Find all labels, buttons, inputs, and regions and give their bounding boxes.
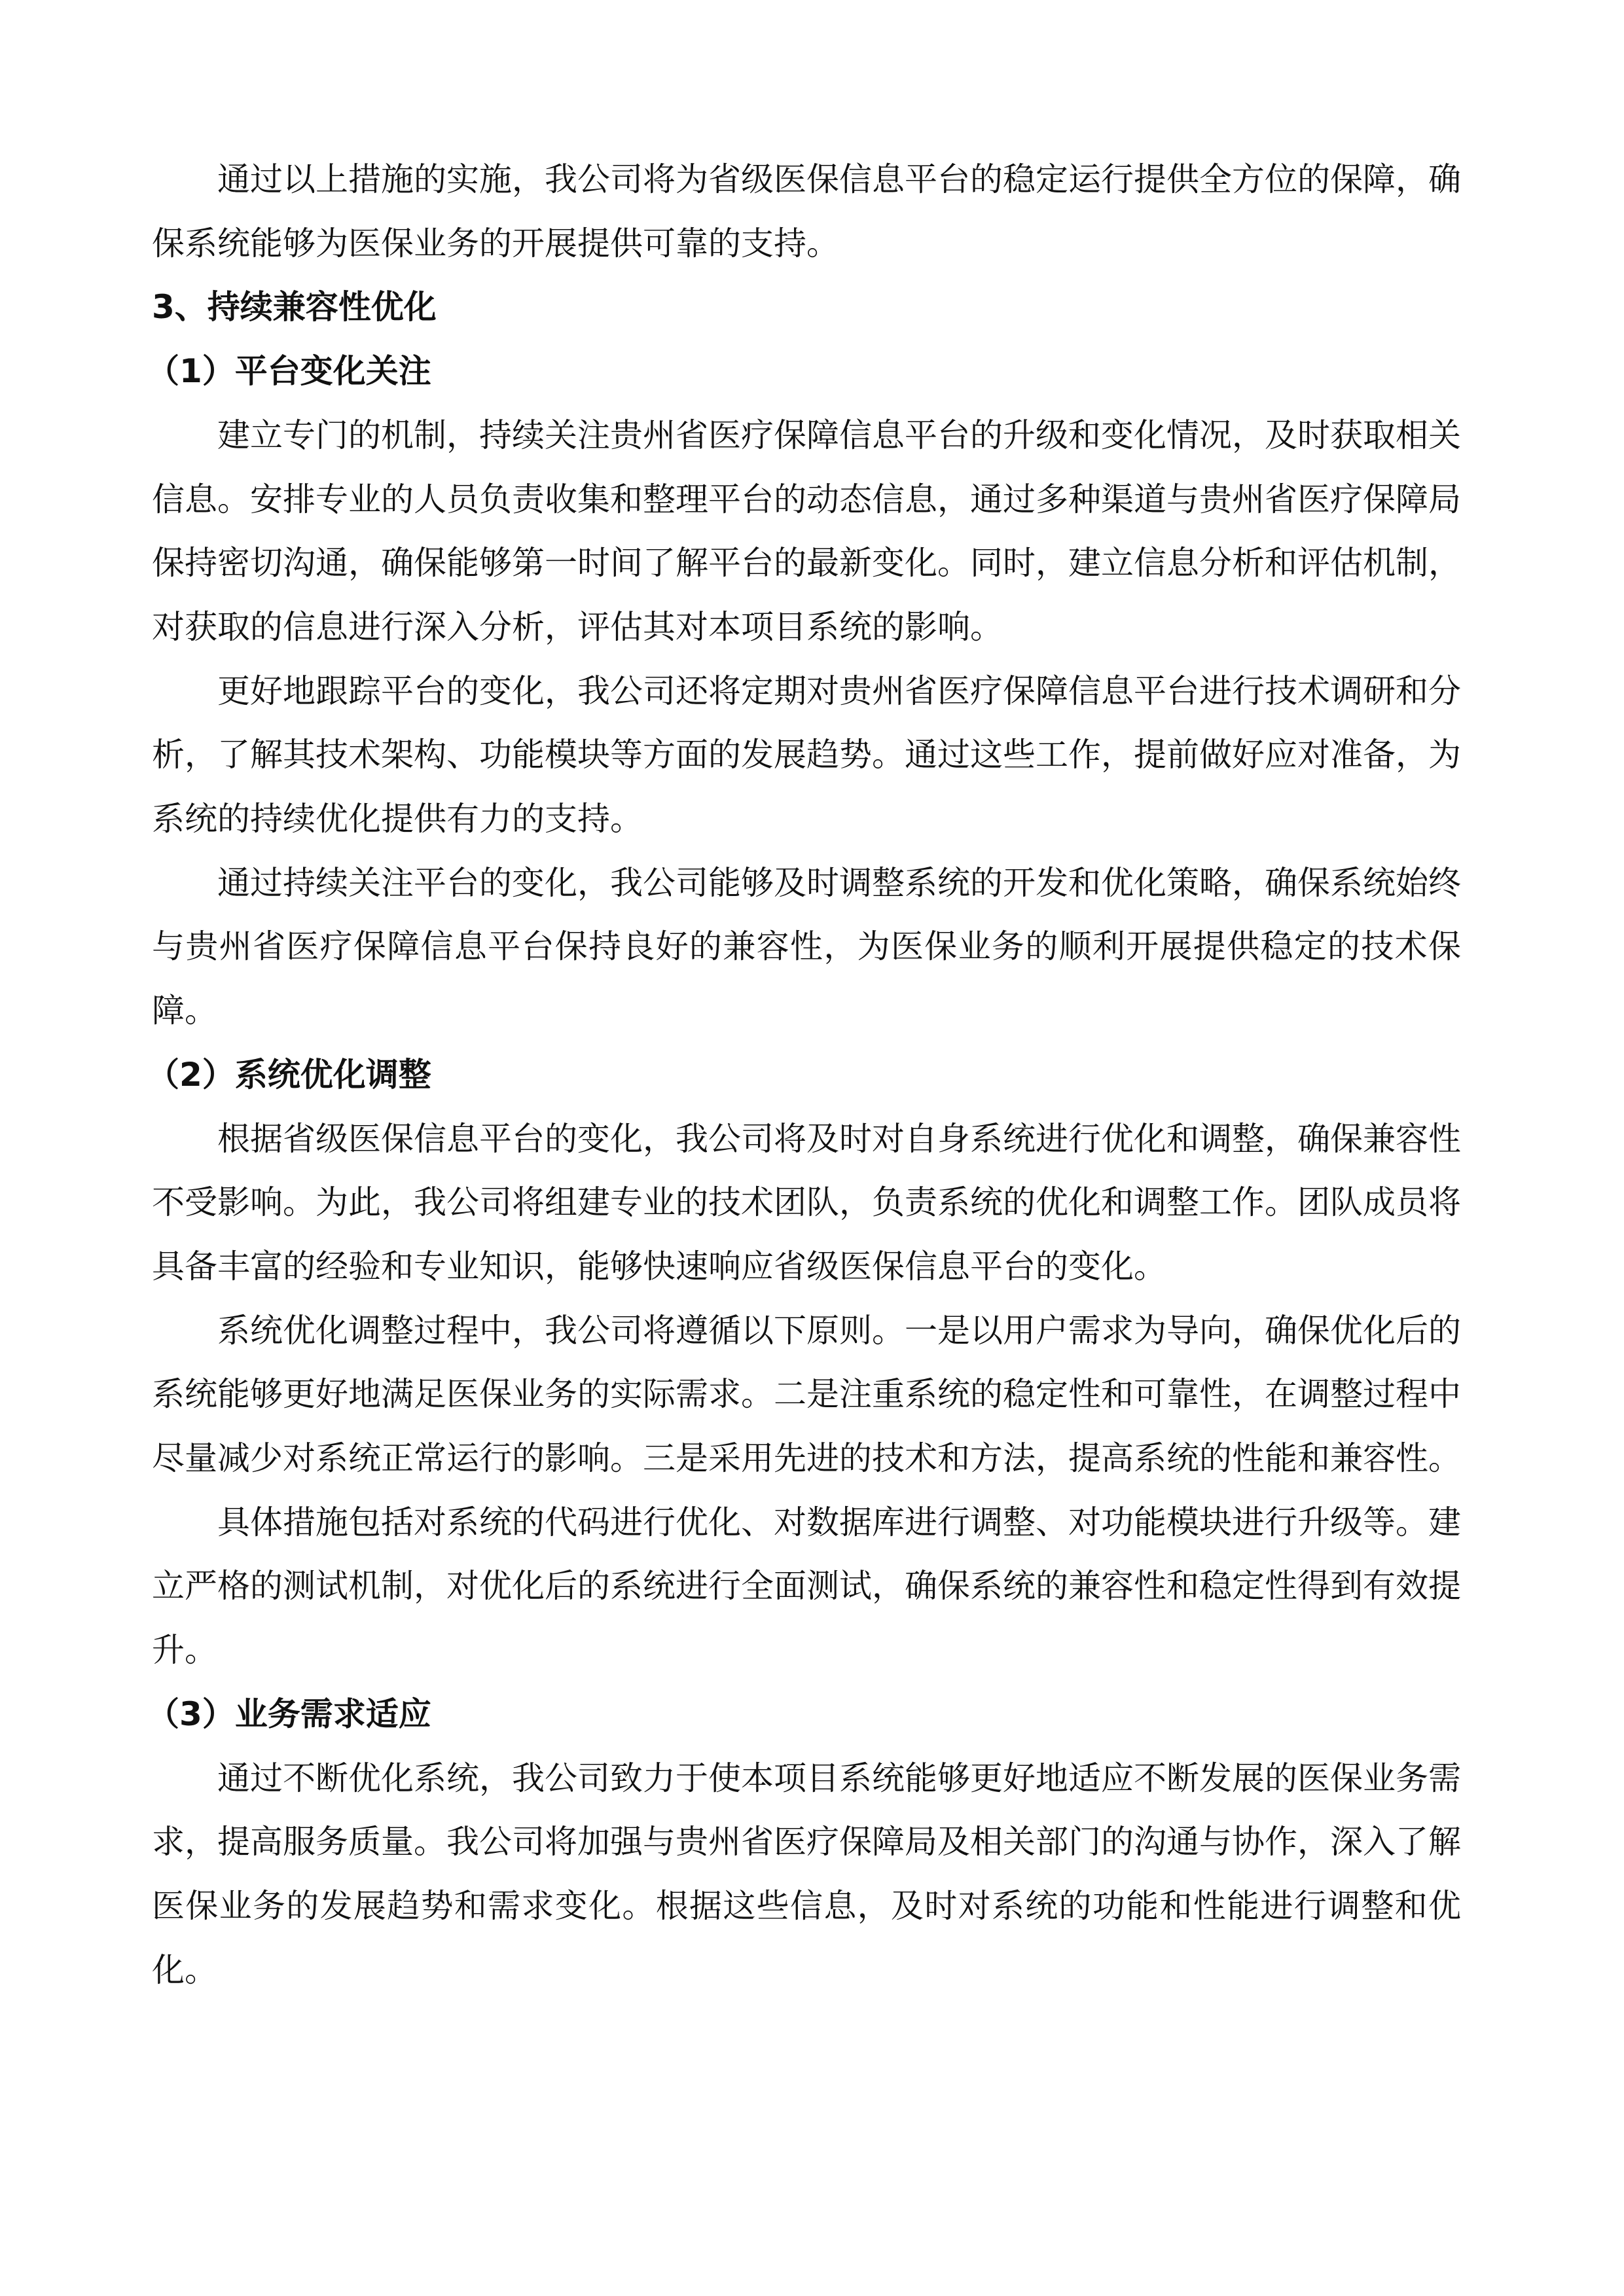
subsection-heading: （2）系统优化调整 <box>147 1055 431 1094</box>
document-page <box>147 148 1461 2002</box>
section-heading: 3、持续兼容性优化 <box>152 288 437 327</box>
paragraph: 更好地跟踪平台的变化，我公司还将定期对贵州省医疗保障信息平台进行技术调研和分析，了解其技术架构、功能模块等方面的发展趋势。通过这些工作，提前做好应对准备，为系统的持续优化提供有力的支持。 <box>152 672 1461 838</box>
paragraph: 建立专门的机制，持续关注贵州省医疗保障信息平台的升级和变化情况，及时获取相关信息。安排专业的人员负责收集和整理平台的动态信息，通过多种渠道与贵州省医疗保障局保持密切沟通，确保能够第一时间了解平台的最新变化。同时，建立信息分析和评估机制，对获取的信息进行深入分析，评估其对本项目系统的影响。 <box>152 416 1461 646</box>
subsection-heading: （3）业务需求适应 <box>147 1695 431 1733</box>
paragraph: 系统优化调整过程中，我公司将遵循以下原则。一是以用户需求为导向，确保优化后的系统能够更好地满足医保业务的实际需求。二是注重系统的稳定性和可靠性，在调整过程中尽量减少对系统正常运行的影响。三是采用先进的技术和方法，提高系统的性能和兼容性。 <box>152 1311 1461 1478</box>
paragraph: 根据省级医保信息平台的变化，我公司将及时对自身系统进行优化和调整，确保兼容性不受影响。为此，我公司将组建专业的技术团队，负责系统的优化和调整工作。团队成员将具备丰富的经验和专业知识，能够快速响应省级医保信息平台的变化。 <box>152 1119 1461 1285</box>
paragraph: 具体措施包括对系统的代码进行优化、对数据库进行调整、对功能模块进行升级等。建立严格的测试机制，对优化后的系统进行全面测试，确保系统的兼容性和稳定性得到有效提升。 <box>152 1503 1461 1670</box>
subsection-heading: （1）平台变化关注 <box>147 352 431 391</box>
paragraph: 通过不断优化系统，我公司致力于使本项目系统能够更好地适应不断发展的医保业务需求，提高服务质量。我公司将加强与贵州省医疗保障局及相关部门的沟通与协作，深入了解医保业务的发展趋势和需求变化。根据这些信息，及时对系统的功能和性能进行调整和优化。 <box>152 1759 1461 1989</box>
paragraph: 通过以上措施的实施，我公司将为省级医保信息平台的稳定运行提供全方位的保障，确保系统能够为医保业务的开展提供可靠的支持。 <box>152 160 1461 262</box>
paragraph: 通过持续关注平台的变化，我公司能够及时调整系统的开发和优化策略，确保系统始终与贵州省医疗保障信息平台保持良好的兼容性，为医保业务的顺利开展提供稳定的技术保障。 <box>152 863 1461 1030</box>
